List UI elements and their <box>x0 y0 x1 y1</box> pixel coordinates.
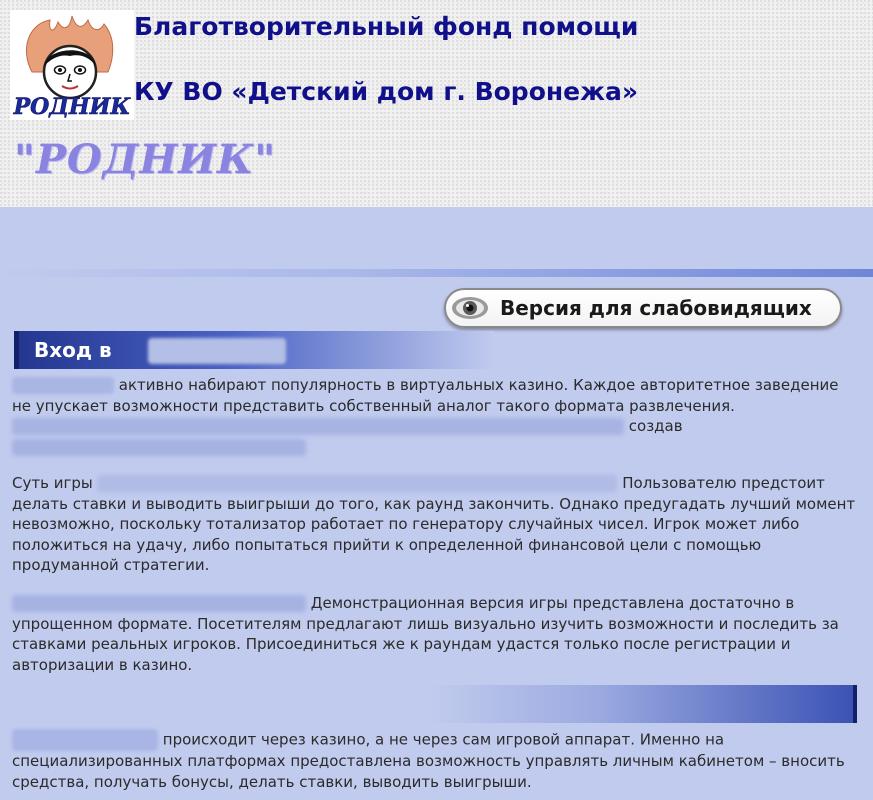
blurred-heading-text <box>148 338 286 364</box>
site-title-line-1: Благотворительный фонд помощи <box>134 12 639 41</box>
section-bar-edge <box>853 685 857 723</box>
paragraph-2-text: Пользователю предстоит делать ставки и выводить выигрыши до того, как раунд закончить. Однако предугадать лучший момент невозможно, поскольку тотализатор работает по генератору случайных чисел. Игрок может либо положиться на удачу, либо попытаться прийти к определенной финансовой цели с помощью продуманной стратегии. <box>12 474 856 574</box>
paragraph-2-lead: Суть игры <box>12 474 93 492</box>
blurred-text <box>12 729 158 751</box>
paragraph-1-tail: создав <box>628 417 683 435</box>
main-content <box>0 207 873 800</box>
paragraph-4 <box>12 729 860 792</box>
section-heading: Вход в <box>34 338 112 362</box>
low-vision-version-button[interactable] <box>444 288 842 328</box>
paragraph-3-text: Демонстрационная версия игры представлена достаточно в упрощенном формате. Посетителям предлагают лишь визуально изучить возможности и последить за ставками реальных игроков. Присоединиться же к раундам удастся только после регистрации и авторизации в казино. <box>12 594 839 674</box>
paragraph-4-text: происходит через казино, а не через сам игровой аппарат. Именно на специализированных платформах предоставлена возможность управлять личным кабинетом – вносить средства, получать бонусы, делать ставки, выводить выигрыши. <box>12 730 845 791</box>
paragraph-1 <box>12 375 860 457</box>
low-vision-button-label: Версия для слабовидящих <box>500 296 812 320</box>
section-bar-edge <box>14 331 19 369</box>
blurred-text <box>12 377 114 394</box>
blurred-text <box>12 595 306 612</box>
logo-image <box>10 10 134 120</box>
blurred-text <box>12 418 624 435</box>
blurred-link-text[interactable] <box>97 475 617 492</box>
section-heading-bar-2 <box>430 685 857 723</box>
decorative-band <box>0 269 873 277</box>
site-logo[interactable] <box>10 10 134 120</box>
logo-text: РОДНИК <box>13 94 131 120</box>
paragraph-2 <box>12 473 860 576</box>
eye-icon <box>450 295 490 321</box>
section-heading-bar <box>14 331 494 369</box>
blurred-text <box>12 439 306 456</box>
site-title-line-2: КУ ВО «Детский дом г. Воронежа» <box>134 77 639 106</box>
paragraph-3 <box>12 593 860 675</box>
brand-name: "РОДНИК" <box>14 136 277 183</box>
site-header <box>0 0 873 207</box>
paragraph-1-text: активно набирают популярность в виртуальных казино. Каждое авторитетное заведение не упускает возможности представить собственный аналог такого формата развлечения. <box>12 376 839 415</box>
